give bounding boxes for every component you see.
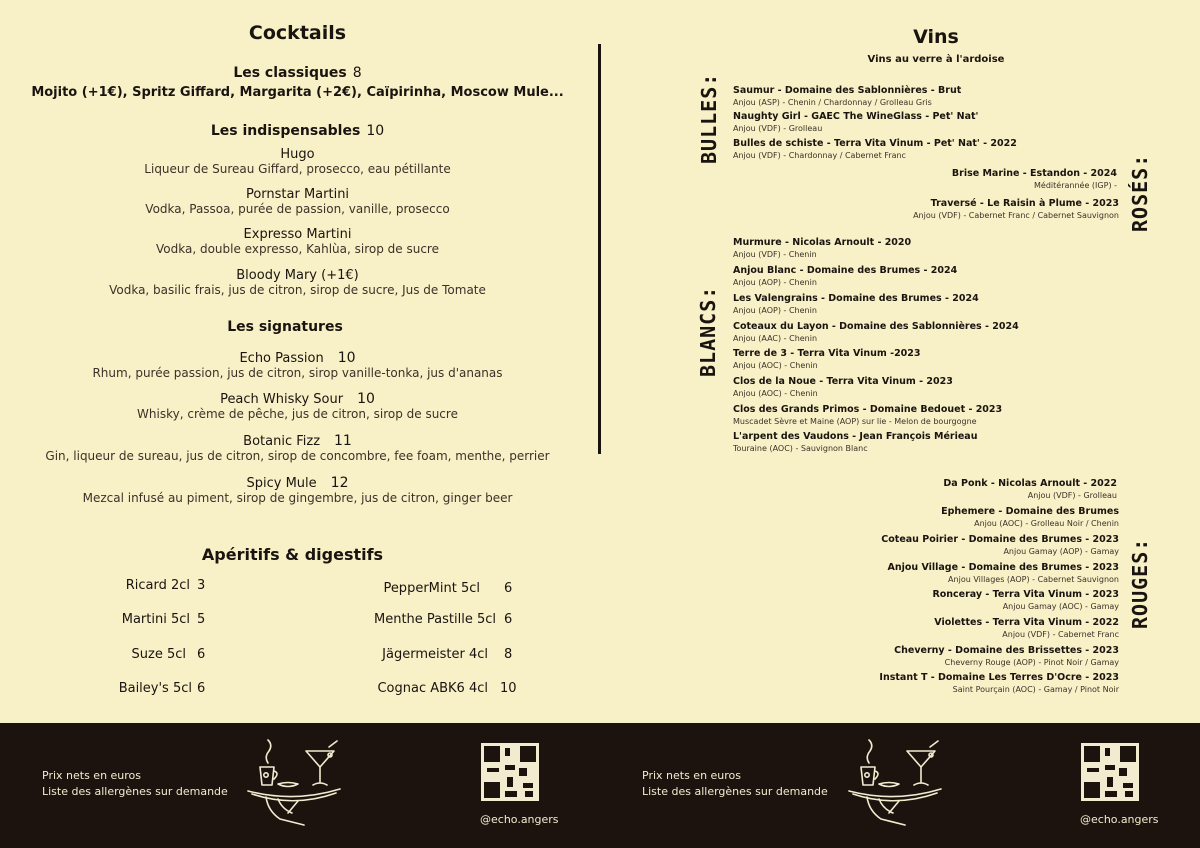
wine-item [860, 534, 1119, 557]
apero-price: 6 [197, 647, 206, 662]
cocktail-item [0, 430, 595, 463]
cocktail-desc: Vodka, double expresso, Kahlùa, sirop de sucre [156, 242, 439, 256]
apero-price: 6 [504, 581, 513, 596]
wine-sub: Anjou (AOP) - Chenin [733, 278, 817, 287]
apero-name: Bailey's 5cl [118, 681, 192, 696]
wine-name: Saumur - Domaine des Sablonnières - Brut [733, 85, 962, 96]
wine-item [733, 404, 1002, 427]
instagram-handle: @echo.angers [1080, 813, 1159, 826]
wine-name: Coteaux du Layon - Domaine des Sablonnières - 2024 [733, 321, 1019, 332]
wine-name: Da Ponk - Nicolas Arnoult - 2022 [943, 478, 1117, 489]
wine-sub: Anjou (AOC) - Chenin [733, 389, 818, 398]
roses-label: ROSÉS: [1128, 153, 1152, 232]
wine-name: Anjou Village - Domaine des Brumes - 2023 [887, 562, 1119, 573]
vins-subtitle: Vins au verre à l'ardoise [867, 54, 1005, 65]
wine-name: Clos de la Noue - Terra Vita Vinum - 2023 [733, 376, 953, 387]
wine-name: Ephemere - Domaine des Brumes [941, 506, 1119, 517]
wine-item [733, 111, 978, 134]
qr-code-icon [481, 743, 539, 801]
wine-sub: Anjou (AOC) - Grolleau Noir / Chenin [974, 519, 1119, 528]
wine-sub: Touraine (AOC) - Sauvignon Blanc [733, 444, 868, 453]
section-title: Les indispensables [210, 123, 361, 139]
wine-sub: Anjou (AOP) - Chenin [733, 306, 817, 315]
wine-item [860, 478, 1117, 501]
apero-price: 6 [197, 681, 206, 696]
wine-sub: Anjou Gamay (AOP) - Gamay [1003, 547, 1119, 556]
cocktail-name: Echo Passion [239, 351, 324, 366]
wine-name: Cheverny - Domaine des Brissettes - 2023 [894, 645, 1119, 656]
wine-name: Coteau Poirier - Domaine des Brumes - 2023 [881, 534, 1119, 545]
wine-item [860, 168, 1117, 191]
cocktail-price: 12 [330, 475, 349, 491]
wine-sub: Anjou (VDF) - Grolleau [1027, 491, 1117, 500]
wine-sub: Anjou (VDF) - Cabernet Franc [1002, 630, 1119, 639]
instagram-handle: @echo.angers [480, 813, 559, 826]
wine-name: Bulles de schiste - Terra Vita Vinum - Pet' Nat' - 2022 [733, 138, 1017, 149]
cocktail-item [0, 388, 595, 421]
wine-name: Anjou Blanc - Domaine des Brumes - 2024 [733, 265, 958, 276]
wine-sub: Anjou (ASP) - Chenin / Chardonnay / Grolleau Gris [733, 98, 932, 107]
cocktails-title: Cocktails [248, 22, 347, 44]
section-price: 8 [352, 65, 362, 81]
cocktail-desc: Mezcal infusé au piment, sirop de gingembre, jus de citron, ginger beer [82, 491, 513, 505]
wine-sub: Anjou (VDF) - Cabernet Franc / Cabernet Sauvignon [913, 211, 1119, 220]
wine-name: Naughty Girl - GAEC The WineGlass - Pet' Nat' [733, 111, 979, 122]
section-indispensables [0, 120, 595, 139]
column-divider [598, 44, 601, 454]
apero-name: PepperMint 5cl [383, 581, 480, 596]
cocktail-desc: Liqueur de Sureau Giffard, prosecco, eau pétillante [144, 162, 451, 176]
apero-item [300, 612, 496, 627]
wine-name: Traversé - Le Raisin à Plume - 2023 [930, 198, 1119, 209]
wine-sub: Cheverny Rouge (AOP) - Pinot Noir / Gamay [944, 658, 1119, 667]
cocktail-desc: Whisky, crème de pêche, jus de citron, sirop de sucre [137, 407, 458, 421]
cocktail-item [0, 227, 595, 256]
apero-price: 5 [197, 612, 206, 627]
wine-item [733, 85, 961, 108]
cocktail-item [0, 268, 595, 297]
wine-item [860, 562, 1119, 585]
wine-name: Instant T - Domaine Les Terres D'Ocre - 2023 [879, 672, 1119, 683]
wine-name: Murmure - Nicolas Arnoult - 2020 [733, 237, 912, 248]
vins-title: Vins [913, 26, 959, 48]
price-note: Prix nets en euros [642, 769, 742, 782]
wine-name: Les Valengrains - Domaine des Brumes - 2024 [733, 293, 979, 304]
wine-sub: Anjou (VDF) - Grolleau [733, 124, 823, 133]
cocktail-name: Spicy Mule [246, 476, 317, 491]
apero-item [300, 647, 488, 662]
section-title: Les classiques [233, 65, 347, 81]
cocktail-desc: Gin, liqueur de sureau, jus de citron, sirop de concombre, fee foam, menthe, perrier [45, 449, 550, 463]
wine-item [733, 321, 1019, 344]
cocktail-name: Botanic Fizz [243, 434, 321, 449]
apero-price: 3 [197, 578, 206, 593]
wine-item [733, 348, 921, 371]
wine-item [860, 617, 1119, 640]
wine-name: Ronceray - Terra Vita Vinum - 2023 [932, 589, 1119, 600]
wine-sub: Anjou (AAC) - Chenin [733, 334, 818, 343]
wine-sub: Anjou Gamay (AOC) - Gamay [1002, 602, 1119, 611]
apero-name: Ricard 2cl [125, 578, 190, 593]
apero-item [0, 647, 186, 662]
wine-item [860, 645, 1119, 668]
apero-item [0, 612, 190, 627]
apero-item [300, 581, 480, 596]
apero-item [300, 681, 488, 696]
footer-note [642, 768, 828, 800]
aperitifs-title: Apéritifs & digestifs [201, 545, 384, 564]
apero-name: Menthe Pastille 5cl [373, 612, 496, 627]
apero-name: Martini 5cl [121, 612, 190, 627]
cocktail-item [0, 347, 595, 380]
cocktail-name: Hugo [280, 147, 315, 162]
cocktail-desc: Vodka, Passoa, purée de passion, vanille, prosecco [145, 202, 450, 216]
cocktail-price: 11 [334, 433, 352, 449]
allergen-note: Liste des allergènes sur demande [642, 785, 828, 798]
wine-item [733, 138, 1017, 161]
waiter-tray-icon [845, 737, 945, 829]
cocktail-item [0, 147, 595, 176]
wine-sub: Anjou Villages (AOP) - Cabernet Sauvignon [948, 575, 1119, 584]
wine-sub: Muscadet Sèvre et Maine (AOP) sur lie - Melon de bourgogne [733, 417, 977, 426]
section-signatures-title: Les signatures [227, 319, 343, 335]
cocktail-item [0, 472, 595, 505]
waiter-tray-icon [244, 737, 344, 829]
qr-code-icon [1081, 743, 1139, 801]
apero-name: Suze 5cl [131, 647, 186, 662]
wine-name: Clos des Grands Primos - Domaine Bedouet - 2023 [733, 404, 1003, 415]
wine-item [860, 672, 1119, 695]
cocktail-desc: Vodka, basilic frais, jus de citron, sirop de sucre, Jus de Tomate [109, 283, 486, 297]
wine-item [733, 265, 957, 288]
apero-price: 10 [500, 681, 517, 696]
blancs-label: BLANCS: [696, 285, 720, 377]
apero-price: 6 [504, 612, 513, 627]
wine-sub: Anjou (AOC) - Chenin [733, 361, 818, 370]
section-classiques [0, 62, 595, 81]
wine-name: Violettes - Terra Vita Vinum - 2022 [934, 617, 1119, 628]
classiques-list: Mojito (+1€), Spritz Giffard, Margarita (+2€), Caïpirinha, Moscow Mule... [31, 85, 564, 100]
wine-item [733, 376, 953, 399]
cocktail-name: Bloody Mary (+1€) [236, 268, 359, 283]
wine-sub: Anjou (VDF) - Chardonnay / Cabernet Franc [733, 151, 906, 160]
wine-item [733, 237, 911, 260]
cocktail-price: 10 [337, 350, 356, 366]
wine-sub: Méditérannée (IGP) - [1034, 181, 1117, 190]
wine-name: Terre de 3 - Terra Vita Vinum -2023 [733, 348, 921, 359]
allergen-note: Liste des allergènes sur demande [42, 785, 228, 798]
rouges-label: ROUGES: [1128, 537, 1152, 629]
cocktail-name: Expresso Martini [243, 227, 352, 242]
wine-item [733, 293, 979, 316]
wine-item [860, 198, 1119, 221]
wine-item [733, 431, 977, 454]
bulles-label: BULLES: [697, 72, 721, 164]
price-note: Prix nets en euros [42, 769, 142, 782]
footer-note [42, 768, 228, 800]
apero-name: Cognac ABK6 4cl [377, 681, 488, 696]
cocktail-desc: Rhum, purée passion, jus de citron, sirop vanille-tonka, jus d'ananas [92, 366, 503, 380]
cocktail-item [0, 187, 595, 216]
footer [0, 723, 1200, 848]
section-price: 10 [366, 123, 385, 139]
apero-item [0, 681, 192, 696]
wine-sub: Saint Pourçain (AOC) - Gamay / Pinot Noir [952, 685, 1119, 694]
apero-item [0, 578, 190, 593]
wine-name: Brise Marine - Estandon - 2024 [951, 168, 1117, 179]
wine-sub: Anjou (VDF) - Chenin [733, 250, 817, 259]
cocktail-name: Pornstar Martini [245, 187, 350, 202]
cocktail-name: Peach Whisky Sour [220, 392, 344, 407]
apero-price: 8 [504, 647, 513, 662]
wine-item [860, 506, 1119, 529]
cocktail-price: 10 [357, 391, 375, 407]
wine-name: L'arpent des Vaudons - Jean François Mérieau [733, 431, 978, 442]
apero-name: Jägermeister 4cl [382, 647, 488, 662]
wine-item [860, 589, 1119, 612]
